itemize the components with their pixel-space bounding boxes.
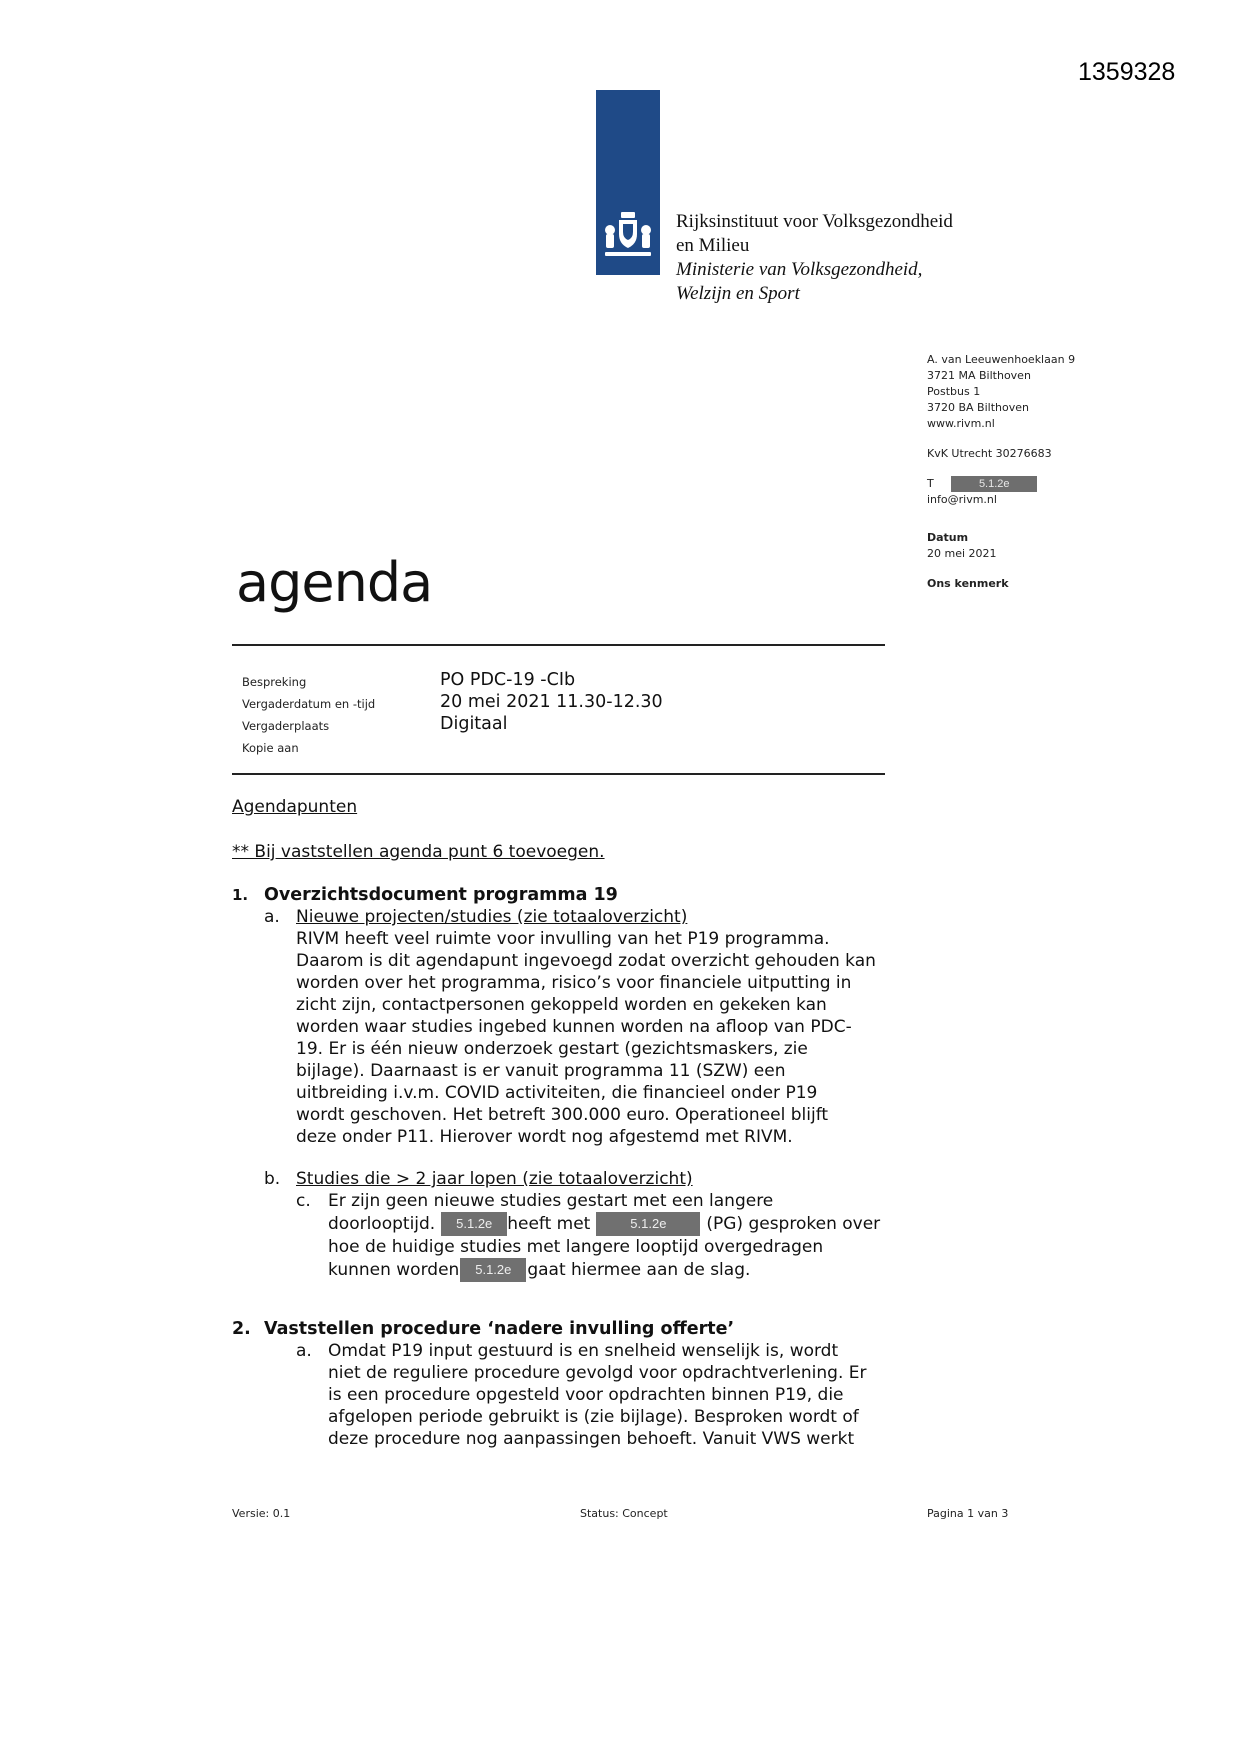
coat-of-arms-icon (601, 208, 655, 262)
divider-bottom (232, 773, 885, 775)
item1c-line2-c: (PG) gesproken over (706, 1214, 881, 1234)
item1-title: Overzichtsdocument programma 19 (264, 885, 618, 905)
address-street: A. van Leeuwenhoeklaan 9 (927, 353, 1076, 366)
address-block (927, 352, 1075, 592)
item1a-line: zicht zijn, contactpersonen gekoppeld worden en gekeken kan (296, 995, 827, 1015)
item2a-line: is een procedure opgesteld voor opdrachten binnen P19, die (328, 1385, 844, 1405)
item1c-line4-a: kunnen worden (328, 1260, 460, 1280)
item1a-line: RIVM heeft veel ruimte voor invulling van het P19 programma. (296, 929, 830, 949)
item1a-title: Nieuwe projecten/studies (zie totaaloverzicht) (296, 907, 688, 927)
item1a-line: bijlage). Daarnaast is er vanuit programma 11 (SZW) een (296, 1061, 786, 1081)
footer-version: Versie: 0.1 (232, 1507, 291, 1520)
item1-number: 1. (232, 886, 249, 904)
date-value: 20 mei 2021 (927, 547, 997, 560)
redaction-box: 5.1.2e (441, 1212, 507, 1236)
org-name-line2: en Milieu (676, 235, 750, 256)
item1a-line: worden over het programma, risico’s voor financiele uitputting in (296, 973, 852, 993)
item1a-label: a. (264, 907, 280, 927)
meta-labels (242, 671, 375, 759)
phone-label: T (927, 477, 934, 490)
meta-label-kopie: Kopie aan (242, 741, 299, 755)
item1b-title: Studies die > 2 jaar lopen (zie totaaloverzicht) (296, 1169, 693, 1189)
item1a-line: deze onder P11. Hierover wordt nog afgestemd met RIVM. (296, 1127, 793, 1147)
item1a-line: 19. Er is één nieuw onderzoek gestart (gezichtsmaskers, zie (296, 1039, 808, 1059)
address-kvk: KvK Utrecht 30276683 (927, 447, 1052, 460)
item1c-line3: hoe de huidige studies met langere looptijd overgedragen (328, 1237, 824, 1257)
item1c-line4-b: gaat hiermee aan de slag. (527, 1260, 751, 1280)
agenda-note: ** Bij vaststellen agenda punt 6 toevoegen. (232, 842, 605, 862)
meta-value-bespreking: PO PDC-19 -CIb (440, 670, 576, 690)
item2a-paragraph (328, 1340, 867, 1450)
org-name-line1: Rijksinstituut voor Volksgezondheid (676, 211, 953, 232)
item1a-line: wordt geschoven. Het betreft 300.000 euro. Operationeel blijft (296, 1105, 829, 1125)
item2-number: 2. (232, 1319, 251, 1339)
item1a-line: Daarom is dit agendapunt ingevoegd zodat overzicht gehouden kan (296, 951, 876, 971)
meta-label-datum: Vergaderdatum en -tijd (242, 697, 376, 711)
redaction-box: 5.1.2e (596, 1212, 700, 1236)
item1c-paragraph (328, 1190, 880, 1282)
ministry-line2: Welzijn en Sport (676, 283, 800, 304)
redaction-box: 5.1.2e (460, 1258, 526, 1282)
address-postbus: Postbus 1 (927, 385, 981, 398)
page-title: agenda (236, 551, 433, 614)
footer-status: Status: Concept (580, 1507, 668, 1520)
item1a-line: worden waar studies ingebed kunnen worden na afloop van PDC- (296, 1017, 852, 1037)
item1c-line2-b: heeft met (507, 1214, 591, 1234)
date-label: Datum (927, 531, 969, 544)
address-email: info@rivm.nl (927, 493, 997, 506)
item1c-label: c. (296, 1191, 311, 1211)
item1c-line2 (328, 1212, 880, 1236)
address-postbus-city: 3720 BA Bilthoven (927, 401, 1029, 414)
item2a-line: afgelopen periode gebruikt is (zie bijlage). Besproken wordt of (328, 1407, 859, 1427)
item2a-line: deze procedure nog aanpassingen behoeft. Vanuit VWS werkt (328, 1429, 855, 1449)
item2a-line: Omdat P19 input gestuurd is en snelheid wenselijk is, wordt (328, 1341, 839, 1361)
item1c-line1: Er zijn geen nieuwe studies gestart met een langere (328, 1191, 774, 1211)
item1c-line2-a: doorlooptijd. (328, 1214, 436, 1234)
meta-value-datum: 20 mei 2021 11.30-12.30 (440, 692, 663, 712)
address-postcode: 3721 MA Bilthoven (927, 369, 1031, 382)
reference-label: Ons kenmerk (927, 577, 1009, 590)
organization-name (676, 210, 953, 306)
meta-label-bespreking: Bespreking (242, 675, 307, 689)
address-website: www.rivm.nl (927, 417, 995, 430)
phone-redaction: 5.1.2e (951, 476, 1037, 492)
item1a-line: uitbreiding i.v.m. COVID activiteiten, die financieel onder P19 (296, 1083, 818, 1103)
ministry-line1: Ministerie van Volksgezondheid, (676, 259, 923, 280)
document-number: 1359328 (1078, 58, 1176, 86)
item1b-label: b. (264, 1169, 281, 1189)
meta-label-plaats: Vergaderplaats (242, 719, 330, 733)
divider-top (232, 644, 885, 646)
meta-values (440, 669, 663, 735)
item2-title: Vaststellen procedure ‘nadere invulling offerte’ (264, 1319, 735, 1339)
address-phone (927, 476, 1075, 492)
item2a-label: a. (296, 1341, 312, 1361)
meta-value-plaats: Digitaal (440, 714, 508, 734)
item1c-line4 (328, 1258, 880, 1282)
section-heading: Agendapunten (232, 797, 358, 817)
item1a-paragraph (296, 928, 876, 1148)
footer-page: Pagina 1 van 3 (927, 1507, 1009, 1520)
item2a-line: niet de reguliere procedure gevolgd voor opdrachtverlening. Er (328, 1363, 867, 1383)
